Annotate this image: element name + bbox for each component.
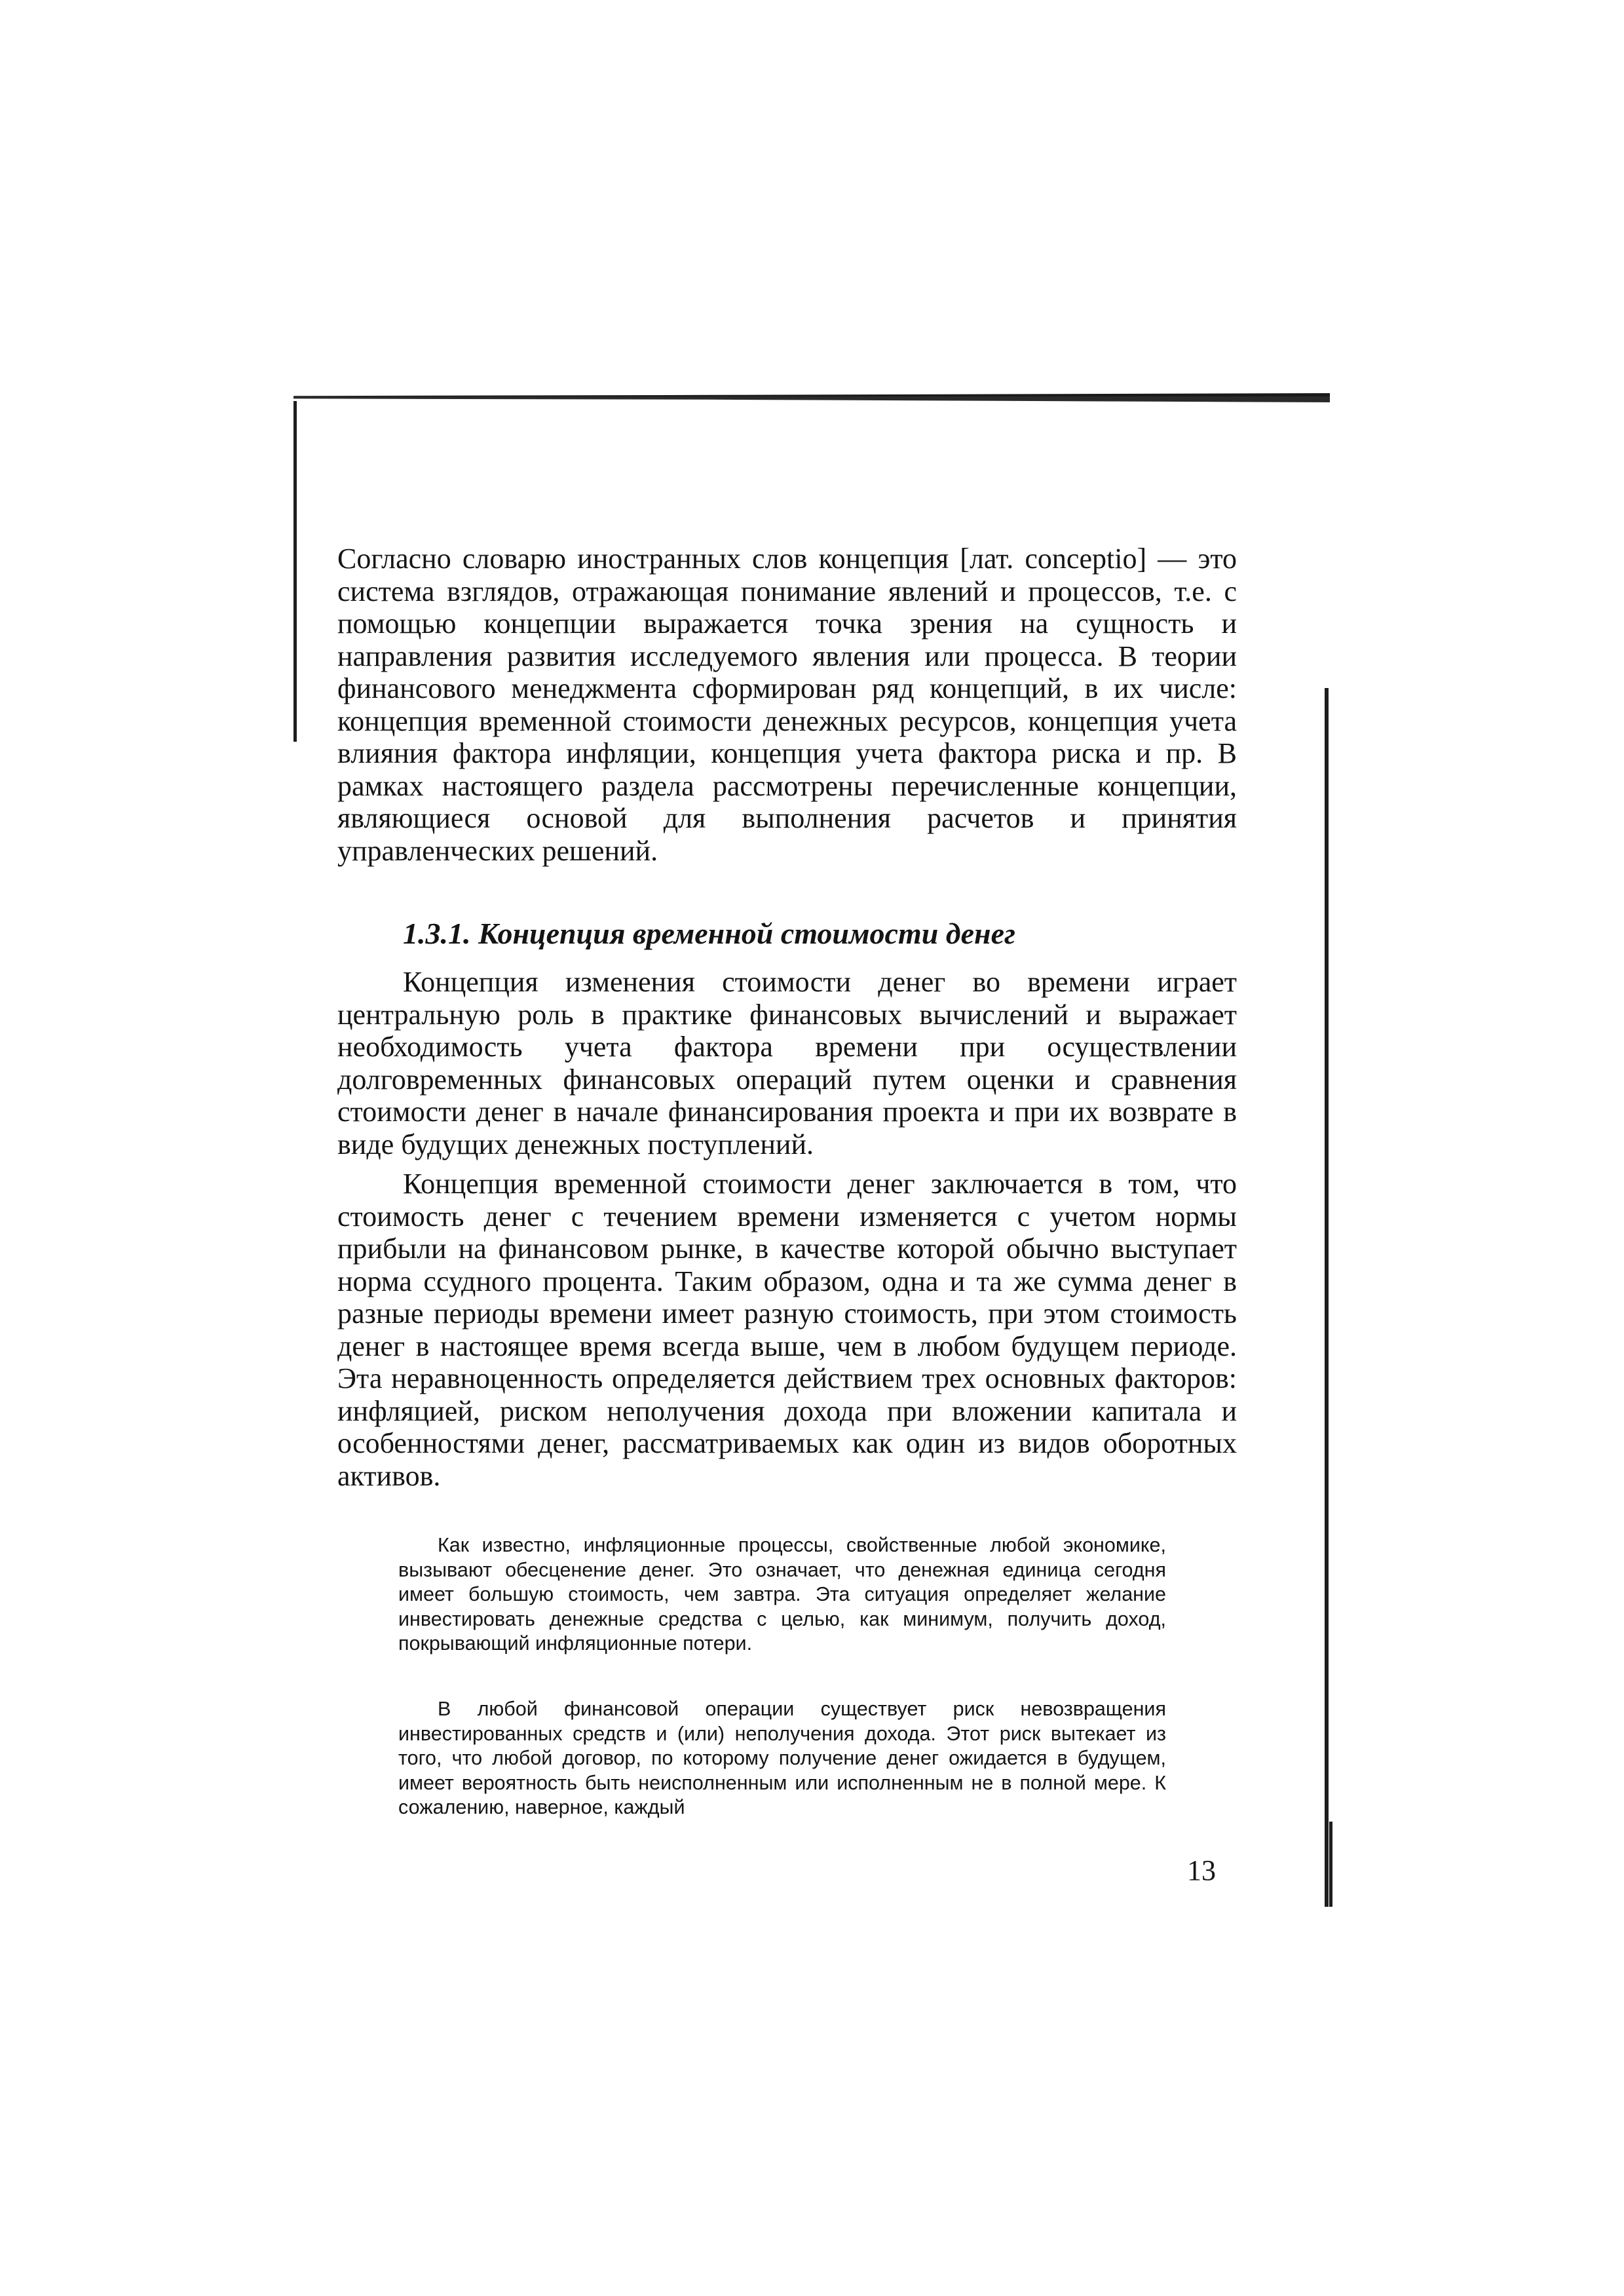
note-paragraph-2: В любой финансовой операции существует риск невозвращения инвестированных средств и (или) неполучения дохода. Этот риск вытекает из того, что любой договор, по которому получение денег ожидается в будущем, имеет вероятность быть неисполненным или исполненным не в полной мере. К сожалению, наверное, каждый	[398, 1698, 1166, 1818]
intro-paragraph: Согласно словарю иностранных слов концепция [лат. conceptio] — это система взглядов, отражающая понимание явлений и процессов, т.е. с помощью концепции выражается точка зрения на сущность и направления развития исследуемого явления или процесса. В теории финансового менеджмента сформирован ряд концепций, в их числе: концепция временной стоимости денежных ресурсов, концепция учета влияния фактора инфляции, концепция учета фактора риска и пр. В рамках настоящего раздела рассмотрены перечисленные концепции, являющиеся основой для выполнения расчетов и принятия управленческих решений.	[337, 543, 1237, 867]
right-margin-rule-extra	[1329, 1822, 1332, 1907]
body-paragraph-2: Концепция временной стоимости денег заключается в том, что стоимость денег с течением времени изменяется с учетом нормы прибыли на финансовом рынке, в качестве которой обычно выступает норма ссудного процента. Таким образом, одна и та же сумма денег в разные периоды времени имеет разную стоимость, при этом стоимость денег в настоящее время всегда выше, чем в любом будущем периоде. Эта неравноценность определяется действием трех основных факторов: инфляцией, риском неполучения дохода при вложении капитала и особенностями денег, рассматриваемых как один из видов оборотных активов.	[337, 1168, 1237, 1492]
left-margin-rule	[293, 401, 297, 742]
body-paragraph-1: Концепция изменения стоимости денег во времени играет центральную роль в практике финансовых вычислений и выражает необходимость учета фактора времени при осуществлении долговременных финансовых операций путем оценки и сравнения стоимости денег в начале финансирования проекта и при их возврате в виде будущих денежных поступлений.	[337, 966, 1237, 1160]
section-number: 1.3.1.	[403, 917, 471, 950]
section-heading	[403, 915, 1255, 952]
note-paragraph-1: Как известно, инфляционные процессы, свойственные любой экономике, вызывают обесценение денег. Это означает, что денежная единица сегодня имеет большую стоимость, чем завтра. Эта ситуация определяет желание инвестировать денежные средства с целью, как минимум, получить доход, покрывающий инфляционные потери.	[398, 1534, 1166, 1655]
page-number: 13	[1187, 1854, 1216, 1886]
top-rule	[293, 393, 1330, 402]
right-margin-rule	[1325, 688, 1329, 1907]
section-title: Концепция временной стоимости денег	[478, 917, 1015, 950]
